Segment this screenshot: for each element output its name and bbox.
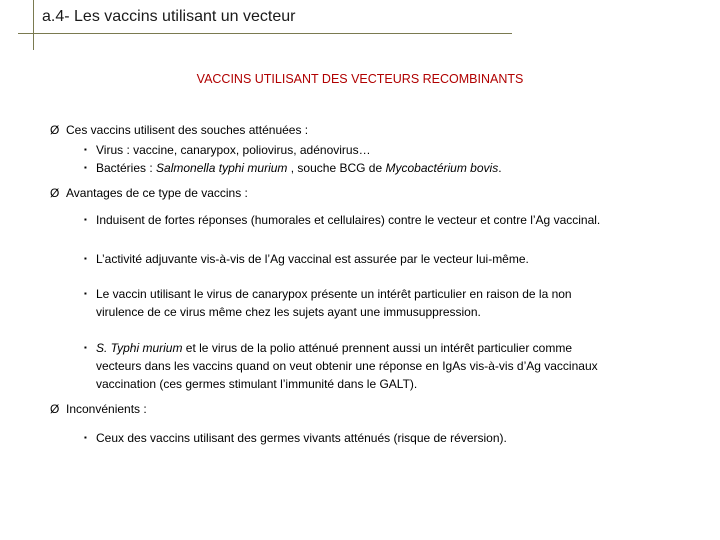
list-item-text: Induisent de fortes réponses (humorales et cellulaires) contre le vecteur et contre l’Ag vaccinal. <box>96 213 601 227</box>
list-item-text: vaccination (ces germes stimulant l’immunité dans le GALT). <box>96 377 418 391</box>
list-item-text: virulence de ce virus même chez les sujets ayant une immusuppression. <box>96 305 481 319</box>
list-item <box>84 211 600 229</box>
title-horizontal-rule <box>18 33 512 34</box>
square-bullet-icon: ▪ <box>84 215 87 224</box>
list-item-text: vecteurs dans les vaccins quand on veut obtenir une réponse en IgAs vis-à-vis d’Ag vaccinaux <box>96 359 598 373</box>
list-item-text: Bactéries : Salmonella typhi murium , souche BCG de Mycobactérium bovis. <box>96 161 502 175</box>
section-text: Ces vaccins utilisent des souches atténuées : <box>66 123 309 137</box>
square-bullet-icon: ▪ <box>84 343 87 352</box>
square-bullet-icon: ▪ <box>84 289 87 298</box>
list-item <box>84 339 598 393</box>
arrow-bullet-icon: Ø <box>50 402 60 416</box>
list-item-text: Virus : vaccine, canarypox, poliovirus, adénovirus… <box>96 143 371 157</box>
square-bullet-icon: ▪ <box>84 163 87 172</box>
section-text: Inconvénients : <box>66 402 147 416</box>
list-item-text: Ceux des vaccins utilisant des germes vivants atténués (risque de réversion). <box>96 431 507 445</box>
list-item-text: L’activité adjuvante vis-à-vis de l’Ag vaccinal est assurée par le vecteur lui-même. <box>96 252 529 266</box>
square-bullet-icon: ▪ <box>84 433 87 442</box>
arrow-bullet-icon: Ø <box>50 186 60 200</box>
arrow-bullet-icon: Ø <box>50 123 60 137</box>
section-avantages <box>50 186 248 200</box>
section-text: Avantages de ce type de vaccins : <box>66 186 248 200</box>
section-heading: VACCINS UTILISANT DES VECTEURS RECOMBINANTS <box>196 72 524 86</box>
square-bullet-icon: ▪ <box>84 145 87 154</box>
section-inconvenients <box>50 402 147 416</box>
title-vertical-rule <box>33 0 34 50</box>
list-item-text: Le vaccin utilisant le virus de canarypox présente un intérêt particulier en raison de la non <box>96 287 572 301</box>
list-item <box>84 141 371 159</box>
section-souches <box>50 123 308 137</box>
list-item <box>84 159 502 177</box>
list-item <box>84 429 507 447</box>
square-bullet-icon: ▪ <box>84 254 87 263</box>
list-item <box>84 250 529 268</box>
slide-title: a.4- Les vaccins utilisant un vecteur <box>42 8 296 25</box>
list-item <box>84 285 572 321</box>
list-item-text: S. Typhi murium et le virus de la polio atténué prennent aussi un intérêt particulier comme <box>96 341 573 355</box>
